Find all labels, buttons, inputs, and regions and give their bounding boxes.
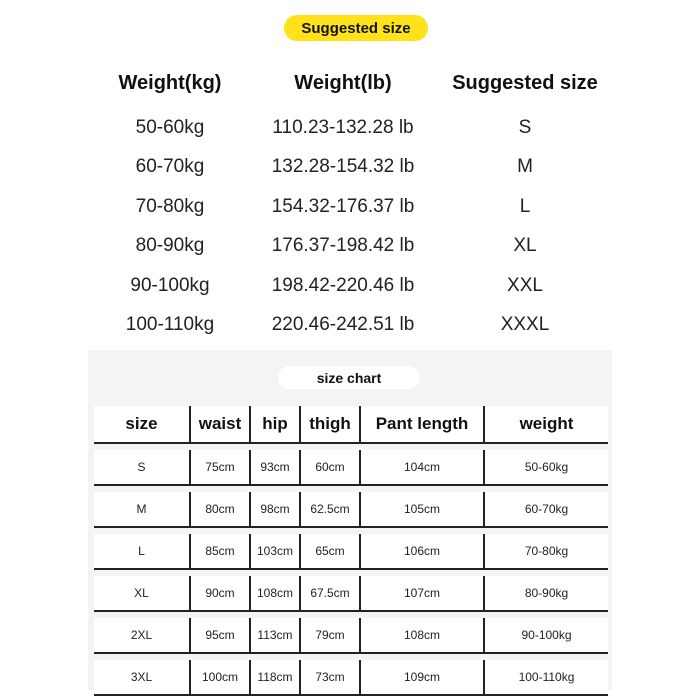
waist-cell: 85cm bbox=[190, 534, 250, 569]
size-cell: XL bbox=[513, 235, 537, 257]
header-size: size bbox=[94, 406, 190, 443]
weight-lb-cell: 220.46-242.51 lb bbox=[271, 314, 415, 336]
header-weight: weight bbox=[484, 406, 608, 443]
size-cell: S bbox=[518, 116, 532, 138]
size-cell: L bbox=[94, 534, 190, 569]
suggested-size-badge: Suggested size bbox=[284, 15, 428, 41]
waist-cell: 75cm bbox=[190, 450, 250, 485]
hip-cell: 98cm bbox=[250, 492, 300, 527]
waist-cell: 90cm bbox=[190, 576, 250, 611]
weight-cell: 100-110kg bbox=[484, 660, 608, 695]
hip-cell: 108cm bbox=[250, 576, 300, 611]
size-cell: L bbox=[519, 195, 531, 217]
pant-length-cell: 105cm bbox=[360, 492, 484, 527]
header-waist: waist bbox=[190, 406, 250, 443]
table-row bbox=[0, 306, 700, 346]
weight-kg-cell: 70-80kg bbox=[135, 195, 205, 217]
size-cell: M bbox=[517, 156, 533, 178]
hip-cell: 113cm bbox=[250, 618, 300, 653]
weight-size-table bbox=[0, 58, 700, 345]
pant-length-cell: 108cm bbox=[360, 618, 484, 653]
size-cell: S bbox=[94, 450, 190, 485]
weight-lb-cell: 132.28-154.32 lb bbox=[271, 156, 415, 178]
table-row bbox=[0, 148, 700, 188]
header-thigh: thigh bbox=[300, 406, 360, 443]
table-row bbox=[94, 576, 608, 611]
weight-lb-cell: 110.23-132.28 lb bbox=[272, 116, 414, 138]
waist-cell: 100cm bbox=[190, 660, 250, 695]
size-cell: XXL bbox=[507, 274, 543, 296]
hip-cell: 93cm bbox=[250, 450, 300, 485]
hip-cell: 118cm bbox=[250, 660, 300, 695]
table-row bbox=[0, 227, 700, 267]
weight-kg-cell: 60-70kg bbox=[135, 156, 205, 178]
pant-length-cell: 104cm bbox=[360, 450, 484, 485]
header-pant-length: Pant length bbox=[360, 406, 484, 443]
size-chart-badge: size chart bbox=[278, 366, 420, 389]
weight-kg-cell: 90-100kg bbox=[130, 274, 210, 296]
weight-lb-cell: 176.37-198.42 lb bbox=[271, 235, 415, 257]
pant-length-cell: 107cm bbox=[360, 576, 484, 611]
size-chart-header-row bbox=[94, 406, 608, 443]
weight-lb-cell: 154.32-176.37 lb bbox=[271, 195, 415, 217]
size-chart-table bbox=[94, 406, 608, 696]
thigh-cell: 62.5cm bbox=[300, 492, 360, 527]
weight-cell: 70-80kg bbox=[484, 534, 608, 569]
weight-cell: 60-70kg bbox=[484, 492, 608, 527]
weight-kg-cell: 80-90kg bbox=[135, 235, 205, 257]
header-weight-lb: Weight(lb) bbox=[294, 71, 392, 94]
size-cell: 3XL bbox=[94, 660, 190, 695]
thigh-cell: 65cm bbox=[300, 534, 360, 569]
weight-lb-cell: 198.42-220.46 lb bbox=[271, 274, 415, 296]
table-row bbox=[94, 618, 608, 653]
table-row bbox=[94, 660, 608, 695]
table-row bbox=[0, 108, 700, 148]
weight-cell: 50-60kg bbox=[484, 450, 608, 485]
weight-kg-cell: 50-60kg bbox=[135, 116, 205, 138]
size-cell: XL bbox=[94, 576, 190, 611]
table-row bbox=[94, 492, 608, 527]
size-cell: 2XL bbox=[94, 618, 190, 653]
pant-length-cell: 106cm bbox=[360, 534, 484, 569]
table-row bbox=[94, 450, 608, 485]
header-suggested-size: Suggested size bbox=[452, 71, 598, 94]
table-row bbox=[0, 187, 700, 227]
waist-cell: 80cm bbox=[190, 492, 250, 527]
thigh-cell: 60cm bbox=[300, 450, 360, 485]
header-weight-kg: Weight(kg) bbox=[118, 71, 222, 94]
waist-cell: 95cm bbox=[190, 618, 250, 653]
weight-kg-cell: 100-110kg bbox=[125, 314, 215, 336]
table-row bbox=[0, 266, 700, 306]
pant-length-cell: 109cm bbox=[360, 660, 484, 695]
size-cell: XXXL bbox=[500, 314, 550, 336]
table-row bbox=[94, 534, 608, 569]
thigh-cell: 73cm bbox=[300, 660, 360, 695]
thigh-cell: 67.5cm bbox=[300, 576, 360, 611]
weight-size-header-row bbox=[0, 58, 700, 108]
header-hip: hip bbox=[250, 406, 300, 443]
hip-cell: 103cm bbox=[250, 534, 300, 569]
thigh-cell: 79cm bbox=[300, 618, 360, 653]
size-cell: M bbox=[94, 492, 190, 527]
weight-cell: 80-90kg bbox=[484, 576, 608, 611]
weight-cell: 90-100kg bbox=[484, 618, 608, 653]
